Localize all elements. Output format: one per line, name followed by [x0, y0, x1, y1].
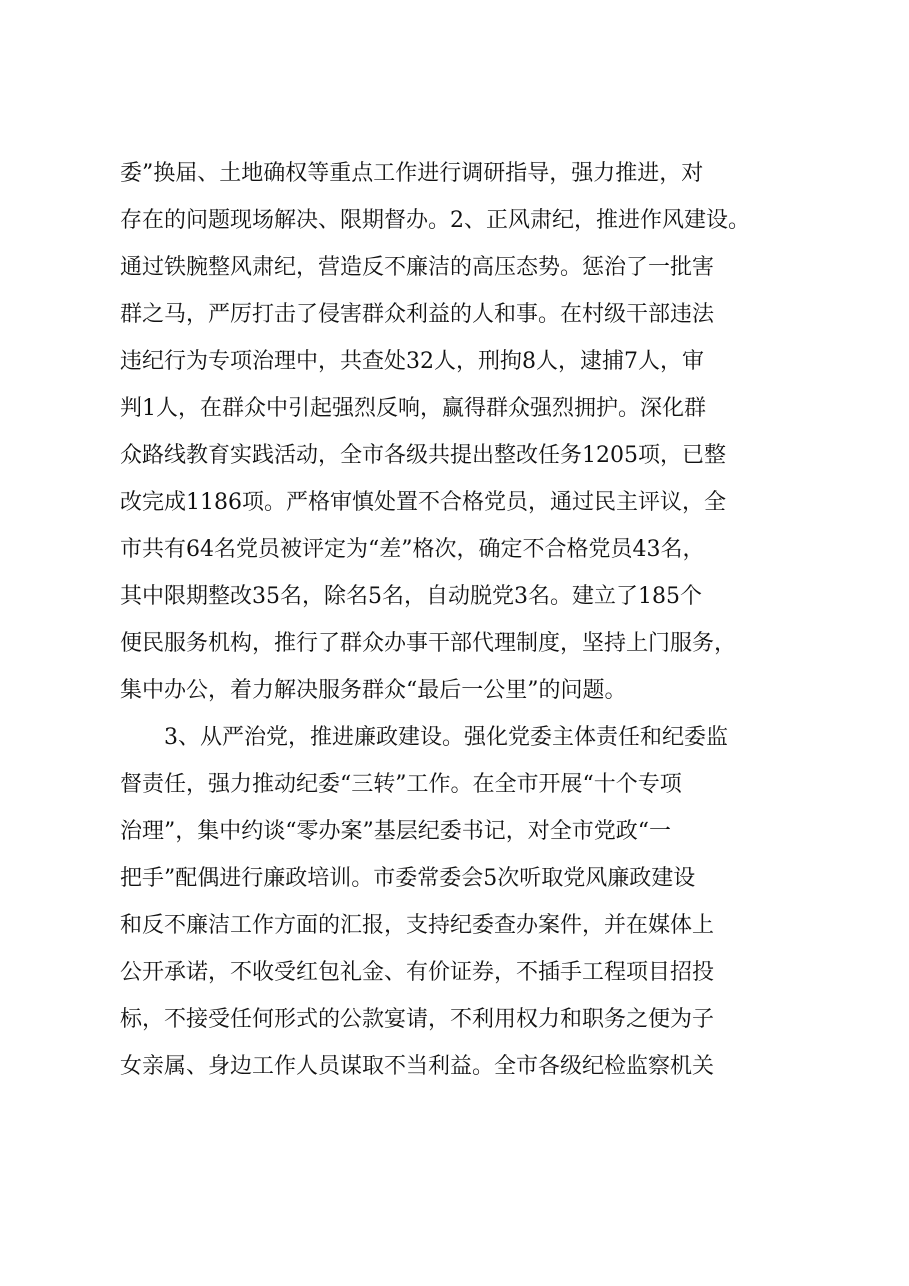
text-line-10: 其中限期整改35名，除名5名，自动脱党3名。建立了185个: [120, 584, 702, 609]
text-line-7: 众路线教育实践活动，全市各级共提出整改任务1205项，已整: [120, 443, 726, 468]
text-line-14: 督责任，强力推动纪委“三转”工作。在全市开展“十个专项: [120, 772, 682, 797]
text-line-20: 女亲属、身边工作人员谋取不当利益。全市各级纪检监察机关: [120, 1054, 715, 1079]
text-line-19: 标，不接受任何形式的公款宴请，不利用权力和职务之便为子: [120, 1007, 715, 1032]
text-line-1: 委”换届、土地确权等重点工作进行调研指导，强力推进，对: [120, 161, 704, 186]
text-line-13: 3、从严治党，推进廉政建设。强化党委主体责任和纪委监: [164, 725, 728, 750]
text-line-2: 存在的问题现场解决、限期督办。2、正风肃纪，推进作风建设。: [120, 208, 750, 233]
text-line-8: 改完成1186项。严格审慎处置不合格党员，通过民主评议，全: [120, 490, 726, 515]
text-line-18: 公开承诺，不收受红包礼金、有价证券，不插手工程项目招投: [120, 960, 715, 985]
text-line-11: 便民服务机构，推行了群众办事干部代理制度，坚持上门服务，: [120, 631, 737, 656]
text-line-6: 判1人，在群众中引起强烈反响，赢得群众强烈拥护。深化群: [120, 396, 706, 421]
text-line-17: 和反不廉洁工作方面的汇报，支持纪委查办案件，并在媒体上: [120, 913, 715, 938]
document-body-text: [120, 150, 820, 1090]
text-line-12: 集中办公，着力解决服务群众“最后一公里”的问题。: [120, 678, 627, 703]
text-line-9: 市共有64名党员被评定为“差”格次，确定不合格党员43名，: [120, 537, 705, 562]
text-line-15: 治理”，集中约谈“零办案”基层纪委书记，对全市党政“一: [120, 819, 671, 844]
text-line-3: 通过铁腕整风肃纪，营造反不廉洁的高压态势。惩治了一批害: [120, 255, 715, 280]
text-line-4: 群之马，严厉打击了侵害群众利益的人和事。在村级干部违法: [120, 302, 715, 327]
text-line-5: 违纪行为专项治理中，共查处32人，刑拘8人，逮捕7人，审: [120, 349, 704, 374]
text-line-16: 把手”配偶进行廉政培训。市委常委会5次听取党风廉政建设: [120, 866, 696, 891]
